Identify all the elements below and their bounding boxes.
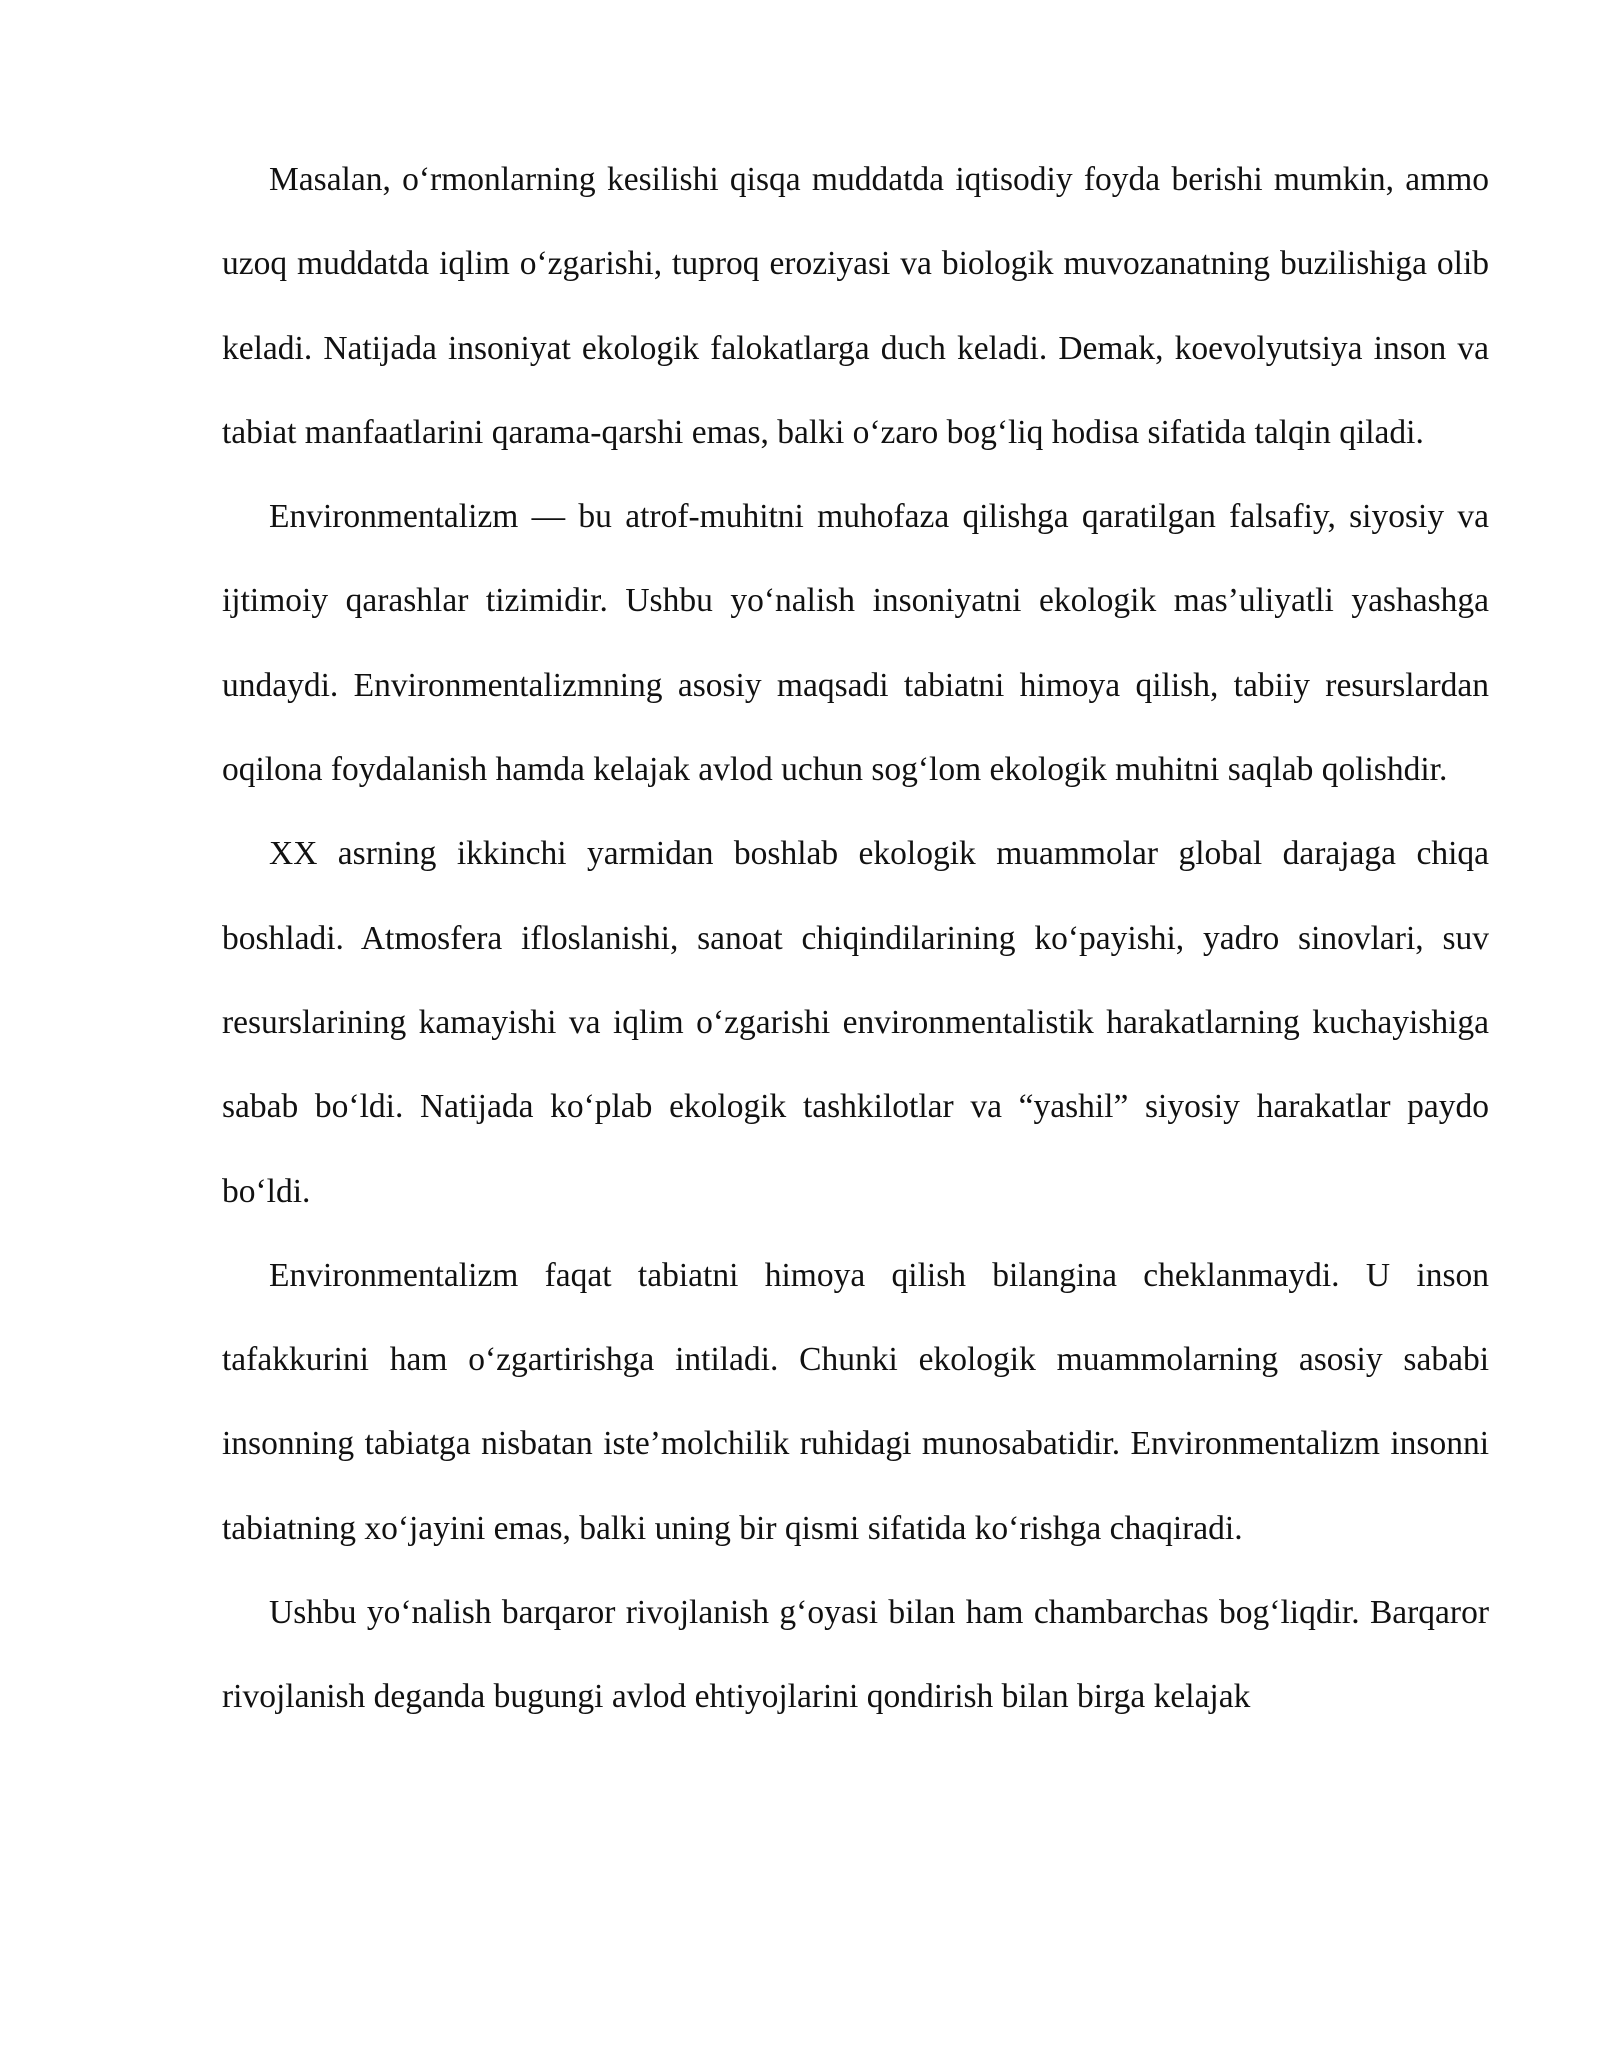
paragraph-2: Environmentalizm — bu atrof-muhitni muhofaza qilishga qaratilgan falsafiy, siyosiy va ijtimoiy qarashlar tizimidir. Ushbu yo‘nalish insoniyatni ekologik mas’uliyatli yashashga undaydi. Environmentalizmning asosiy maqsadi tabiatni himoya qilish, tabiiy resurslardan oqilona foydalanish hamda kelajak avlod uchun sog‘lom ekologik muhitni saqlab qolishdir. [222, 498, 1489, 789]
paragraph-4: Environmentalizm faqat tabiatni himoya qilish bilangina cheklanmaydi. U inson tafakkurini ham o‘zgartirishga intiladi. Chunki ekologik muammolarning asosiy sababi insonning tabiatga nisbatan iste’molchilik ruhidagi munosabatidir. Environmentalizm insonni tabiatning xo‘jayini emas, balki uning bir qismi sifatida ko‘rishga chaqiradi. [222, 1256, 1489, 1547]
document-body [222, 138, 1489, 1740]
paragraph-3: XX asrning ikkinchi yarmidan boshlab ekologik muammolar global darajaga chiqa boshladi. Atmosfera ifloslanishi, sanoat chiqindilarining ko‘payishi, yadro sinovlari, suv resurslarining kamayishi va iqlim o‘zgarishi environmentalistik harakatlarning kuchayishiga sabab bo‘ldi. Natijada ko‘plab ekologik tashkilotlar va “yashil” siyosiy harakatlar paydo bo‘ldi. [222, 835, 1489, 1210]
paragraph-5: Ushbu yo‘nalish barqaror rivojlanish g‘oyasi bilan ham chambarchas bog‘liqdir. Barqaror rivojlanish deganda bugungi avlod ehtiyojlarini qondirish bilan birga kelajak [222, 1594, 1489, 1716]
paragraph-1: Masalan, o‘rmonlarning kesilishi qisqa muddatda iqtisodiy foyda berishi mumkin, ammo uzoq muddatda iqlim o‘zgarishi, tuproq eroziyasi va biologik muvozanatning buzilishiga olib keladi. Natijada insoniyat ekologik falokatlarga duch keladi. Demak, koevolyutsiya inson va tabiat manfaatlarini qarama-qarshi emas, balki o‘zaro bog‘liq hodisa sifatida talqin qiladi. [222, 161, 1489, 451]
